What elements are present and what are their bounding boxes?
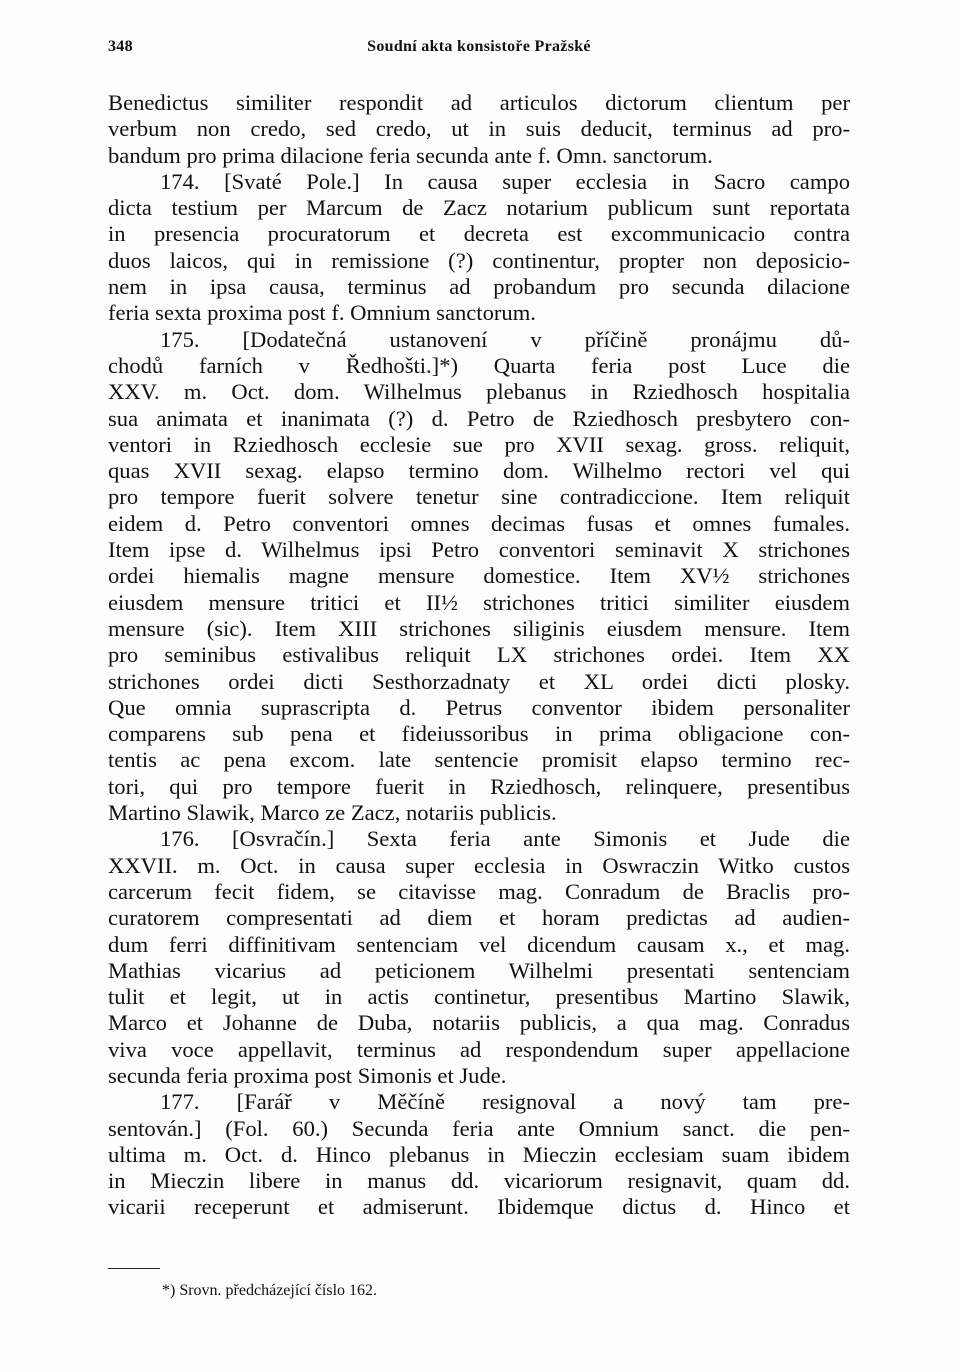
- text-line: viva voce appellavit, terminus ad respondendum super appellacione: [108, 1036, 850, 1062]
- text-line: strichones ordei dicti Sesthorzadnaty et XL ordei dicti plosky.: [108, 668, 850, 694]
- text-line: nem in ipsa causa, terminus ad probandum pro secunda dilacione: [108, 274, 850, 300]
- text-line: Benedictus similiter respondit ad articulos dictorum clientum per: [108, 90, 850, 115]
- text-line: 175. [Dodatečná ustanovení v příčině pronájmu dů-: [160, 326, 850, 352]
- text-line: verbum non credo, sed credo, ut in suis deducit, terminus ad pro-: [108, 116, 850, 142]
- text-line: vicarii receperunt et admiserunt. Ibidemque dictus d. Hinco et: [108, 1194, 850, 1220]
- text-line: sentován.] (Fol. 60.) Secunda feria ante Omnium sanct. die pen-: [108, 1115, 850, 1141]
- text-line: quas XVII sexag. elapso termino dom. Wilhelmo rectori vel qui: [108, 458, 850, 484]
- text-line: Mathias vicarius ad peticionem Wilhelmi presentati sentenciam: [108, 957, 850, 983]
- text-line: Que omnia suprascripta d. Petrus conventor ibidem personaliter: [108, 694, 850, 720]
- text-line: ordei hiemalis magne mensure domestice. Item XV½ strichones: [108, 563, 850, 589]
- text-line: eiusdem mensure tritici et II½ strichones tritici similiter eiusdem: [108, 589, 850, 615]
- footnote-rule: [108, 1268, 160, 1269]
- text-line: 176. [Osvračín.] Sexta feria ante Simonis et Jude die: [160, 826, 850, 852]
- text-line: Item ipse d. Wilhelmus ipsi Petro conventori seminavit X strichones: [108, 537, 850, 563]
- text-line: tulit et legit, ut in actis continetur, presentibus Martino Slawik,: [108, 984, 850, 1010]
- text-line: ultima m. Oct. d. Hinco plebanus in Mieczin ecclesiam suam ibidem: [108, 1141, 850, 1167]
- text-line: mensure (sic). Item XIII strichones siliginis eiusdem mensure. Item: [108, 615, 850, 641]
- text-line: secunda feria proxima post Simonis et Jude.: [108, 1062, 507, 1088]
- text-line: curatorem compresentati ad diem et horam predictas ad audien-: [108, 905, 850, 931]
- footnote: *) Srovn. předcházející číslo 162.: [162, 1282, 378, 1299]
- text-line: dum ferri diffinitivam sentenciam vel dicendum causam x., et mag.: [108, 931, 850, 957]
- text-line: eidem d. Petro conventori omnes decimas fusas et omnes fumales.: [108, 510, 850, 536]
- text-line: 174. [Svaté Pole.] In causa super ecclesia in Sacro campo: [160, 168, 850, 194]
- text-line: 177. [Farář v Měčíně resignoval a nový tam pre-: [160, 1089, 850, 1115]
- text-line: Martino Slawik, Marco ze Zacz, notariis publicis.: [108, 800, 557, 826]
- text-line: in presencia procuratorum et decreta est excommunicacio contra: [108, 221, 850, 247]
- text-line: comparens sub pena et fideiussoribus in prima obligacione con-: [108, 721, 850, 747]
- text-line: dicta testium per Marcum de Zacz notarium publicum sunt reportata: [108, 195, 850, 221]
- body-text: [108, 90, 850, 1221]
- running-title: Soudní akta konsistoře Pražské: [367, 38, 591, 55]
- text-line: pro seminibus estivalibus reliquit LX strichones ordei. Item XX: [108, 642, 850, 668]
- text-line: carcerum fecit fidem, se citavisse mag. Conradum de Braclis pro-: [108, 878, 850, 904]
- page-number: 348: [108, 38, 133, 55]
- text-line: Marco et Johanne de Duba, notariis publicis, a qua mag. Conradus: [108, 1010, 850, 1036]
- text-line: sua animata et inanimata (?) d. Petro de Rziedhosch presbytero con-: [108, 405, 850, 431]
- text-line: in Mieczin libere in manus dd. vicariorum resignavit, quam dd.: [108, 1168, 850, 1194]
- text-line: tori, qui pro tempore fuerit in Rziedhosch, relinquere, presentibus: [108, 773, 850, 799]
- text-line: ventori in Rziedhosch ecclesie sue pro XVII sexag. gross. reliquit,: [108, 431, 850, 457]
- text-line: XXV. m. Oct. dom. Wilhelmus plebanus in Rziedhosch hospitalia: [108, 379, 850, 405]
- text-line: feria sexta proxima post f. Omnium sanctorum.: [108, 300, 536, 326]
- text-line: chodů farních v Ředhošti.]*) Quarta feria post Luce die: [108, 352, 850, 378]
- text-line: tentis ac pena excom. late sentencie promisit elapso termino rec-: [108, 747, 850, 773]
- text-line: duos laicos, qui in remissione (?) continentur, propter non deposicio-: [108, 247, 850, 273]
- text-line: bandum pro prima dilacione feria secunda ante f. Omn. sanctorum.: [108, 142, 713, 168]
- text-line: XXVII. m. Oct. in causa super ecclesia in Oswraczin Witko custos: [108, 852, 850, 878]
- text-line: pro tempore fuerit solvere tenetur sine contradiccione. Item reliquit: [108, 484, 850, 510]
- running-head: [108, 38, 850, 62]
